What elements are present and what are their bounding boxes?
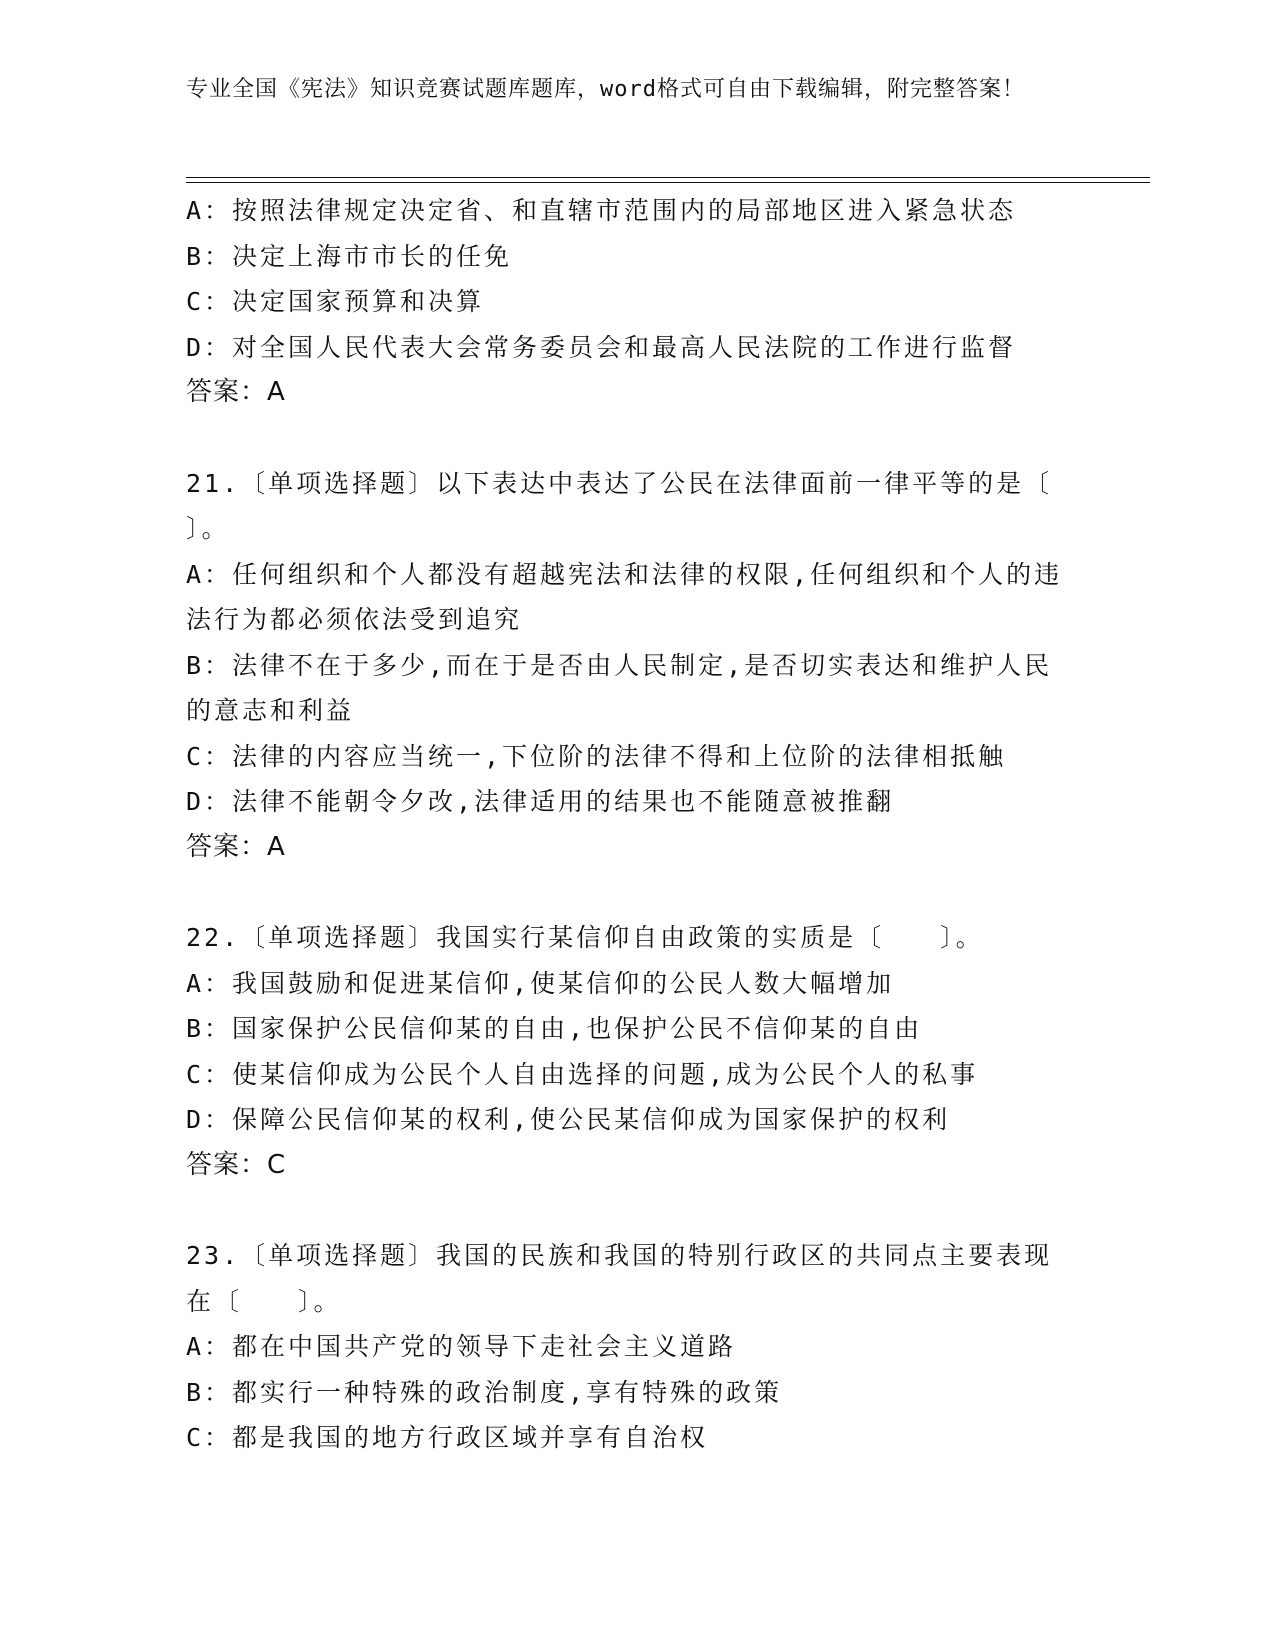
document-header: 专业全国《宪法》知识竞赛试题库题库，word格式可自由下载编辑，附完整答案！ xyxy=(186,77,1025,102)
option-c: C：都是我国的地方行政区域并享有自治权 xyxy=(186,1423,709,1452)
option-d: D：法律不能朝令夕改,法律适用的结果也不能随意被推翻 xyxy=(186,787,895,816)
question-block-23 xyxy=(186,1233,1066,1461)
option-b: B：国家保护公民信仰某的自由,也保护公民不信仰某的自由 xyxy=(186,1014,923,1043)
option-b: B：决定上海市市长的任免 xyxy=(186,241,513,271)
answer-line: 答案：C xyxy=(186,1149,287,1180)
spacer xyxy=(186,1188,1066,1233)
option-b: B：都实行一种特殊的政治制度,享有特殊的政策 xyxy=(186,1377,783,1407)
question-block-21 xyxy=(186,461,1066,871)
option-a: A：我国鼓励和促进某信仰,使某信仰的公民人数大幅增加 xyxy=(186,968,895,998)
option-a: A：按照法律规定决定省、和直辖市范围内的局部地区进入紧急状态 xyxy=(186,196,1017,225)
spacer xyxy=(186,870,1066,915)
option-a: A：都在中国共产党的领导下走社会主义道路 xyxy=(186,1332,737,1361)
spacer xyxy=(186,416,1066,461)
option-a: A：任何组织和个人都没有超越宪法和法律的权限,任何组织和个人的违法行为都必须依法受到追究 xyxy=(186,559,1063,634)
option-c: C：法律的内容应当统一,下位阶的法律不得和上位阶的法律相抵触 xyxy=(186,741,1007,771)
answer-line: 答案：A xyxy=(186,377,286,407)
option-d: D：对全国人民代表大会常务委员会和最高人民法院的工作进行监督 xyxy=(186,332,1017,362)
question-stem: 21.〔单项选择题〕以下表达中表达了公民在法律面前一律平等的是〔 〕。 xyxy=(186,468,1053,543)
header-divider-bottom xyxy=(186,182,1150,183)
question-block-20 xyxy=(186,188,1066,416)
question-list xyxy=(186,188,1066,1461)
option-c: C：决定国家预算和决算 xyxy=(186,287,485,316)
question-stem: 23.〔单项选择题〕我国的民族和我国的特别行政区的共同点主要表现在〔 〕。 xyxy=(186,1241,1053,1316)
question-block-22 xyxy=(186,915,1066,1188)
option-c: C：使某信仰成为公民个人自由选择的问题,成为公民个人的私事 xyxy=(186,1059,979,1089)
option-b: B：法律不在于多少,而在于是否由人民制定,是否切实表达和维护人民的意志和利益 xyxy=(186,650,1053,725)
header-divider-top xyxy=(186,177,1150,178)
option-d: D：保障公民信仰某的权利,使公民某信仰成为国家保护的权利 xyxy=(186,1105,951,1134)
question-stem: 22.〔单项选择题〕我国实行某信仰自由政策的实质是〔 〕。 xyxy=(186,923,984,952)
answer-line: 答案：A xyxy=(186,831,286,862)
